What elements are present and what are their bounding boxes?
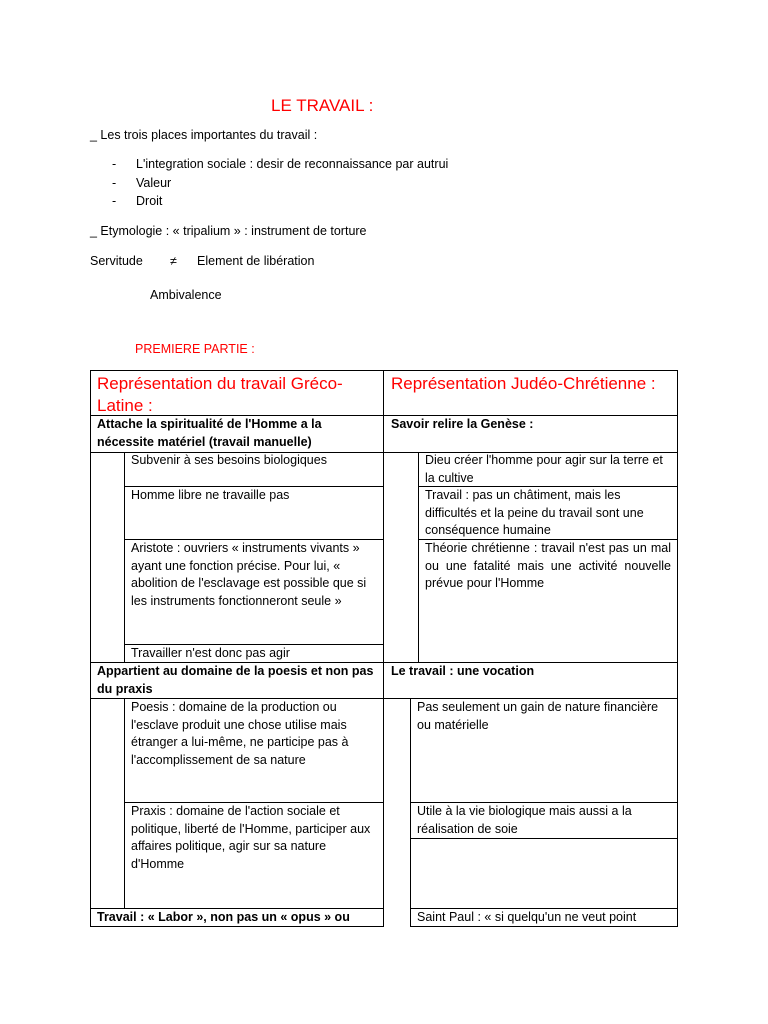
bullet-item: L'integration sociale : desir de reconnaissance par autrui — [136, 157, 449, 171]
bullet-item: Valeur — [136, 176, 172, 190]
right-item: Pas seulement un gain de nature financière ou matérielle — [417, 700, 659, 732]
etymology-line: _ Etymologie : « tripalium » : instrument de torture — [90, 224, 367, 238]
left-subheader-2: Appartient au domaine de la poesis et non pas du praxis — [97, 664, 374, 696]
right-subheader-2: Le travail : une vocation — [391, 664, 535, 678]
servitude-label: Servitude — [90, 254, 143, 268]
bullet-marker: - — [112, 194, 117, 208]
bullet-item: Droit — [136, 194, 163, 208]
bullet-marker: - — [112, 157, 117, 171]
right-subheader-1: Savoir relire la Genèse : — [391, 417, 534, 431]
liberation-label: Element de libération — [197, 254, 315, 268]
right-item: Utile à la vie biologique mais aussi a la réalisation de soie — [417, 804, 632, 836]
left-item: Praxis : domaine de l'action sociale et politique, liberté de l'Homme, participer aux affaires politique, agir sur sa nature d'Homme — [131, 804, 371, 871]
left-column-header: Représentation du travail Gréco-Latine : — [97, 374, 343, 415]
right-bottom-row: Saint Paul : « si quelqu'un ne veut point — [417, 910, 637, 924]
ambivalence-label: Ambivalence — [150, 288, 222, 302]
page-title: LE TRAVAIL : — [271, 96, 374, 115]
section-title: PREMIERE PARTIE : — [135, 342, 255, 356]
right-item: Dieu créer l'homme pour agir sur la terre et la cultive — [425, 453, 663, 485]
left-item: Homme libre ne travaille pas — [131, 488, 290, 502]
right-column-header: Représentation Judéo-Chrétienne : — [391, 374, 656, 393]
not-equal-sign: ≠ — [170, 254, 177, 268]
bullet-marker: - — [112, 176, 117, 190]
left-subheader-1: Attache la spiritualité de l'Homme a la nécessite matériel (travail manuelle) — [97, 417, 322, 449]
left-bottom-row: Travail : « Labor », non pas un « opus » ou — [97, 910, 350, 924]
left-item: Subvenir à ses besoins biologiques — [131, 453, 327, 467]
left-item: Aristote : ouvriers « instruments vivants » ayant une fonction précise. Pour lui, « abolition de l'esclavage est possible que si les instruments fonctionneront seule » — [131, 541, 367, 608]
right-item: Théorie chrétienne : travail n'est pas un mal ou une fatalité mais une activité nouvelle prévue pour l'Homme — [425, 541, 671, 590]
right-item: Travail : pas un châtiment, mais les difficultés et la peine du travail sont une conséquence humaine — [425, 488, 644, 537]
intro-line: _ Les trois places importantes du travail : — [90, 128, 318, 142]
left-item: Travailler n'est donc pas agir — [131, 646, 290, 660]
left-item: Poesis : domaine de la production ou l'esclave produit une chose utilise mais étranger a lui-même, ne participe pas à l'accomplissement de sa nature — [131, 700, 349, 767]
